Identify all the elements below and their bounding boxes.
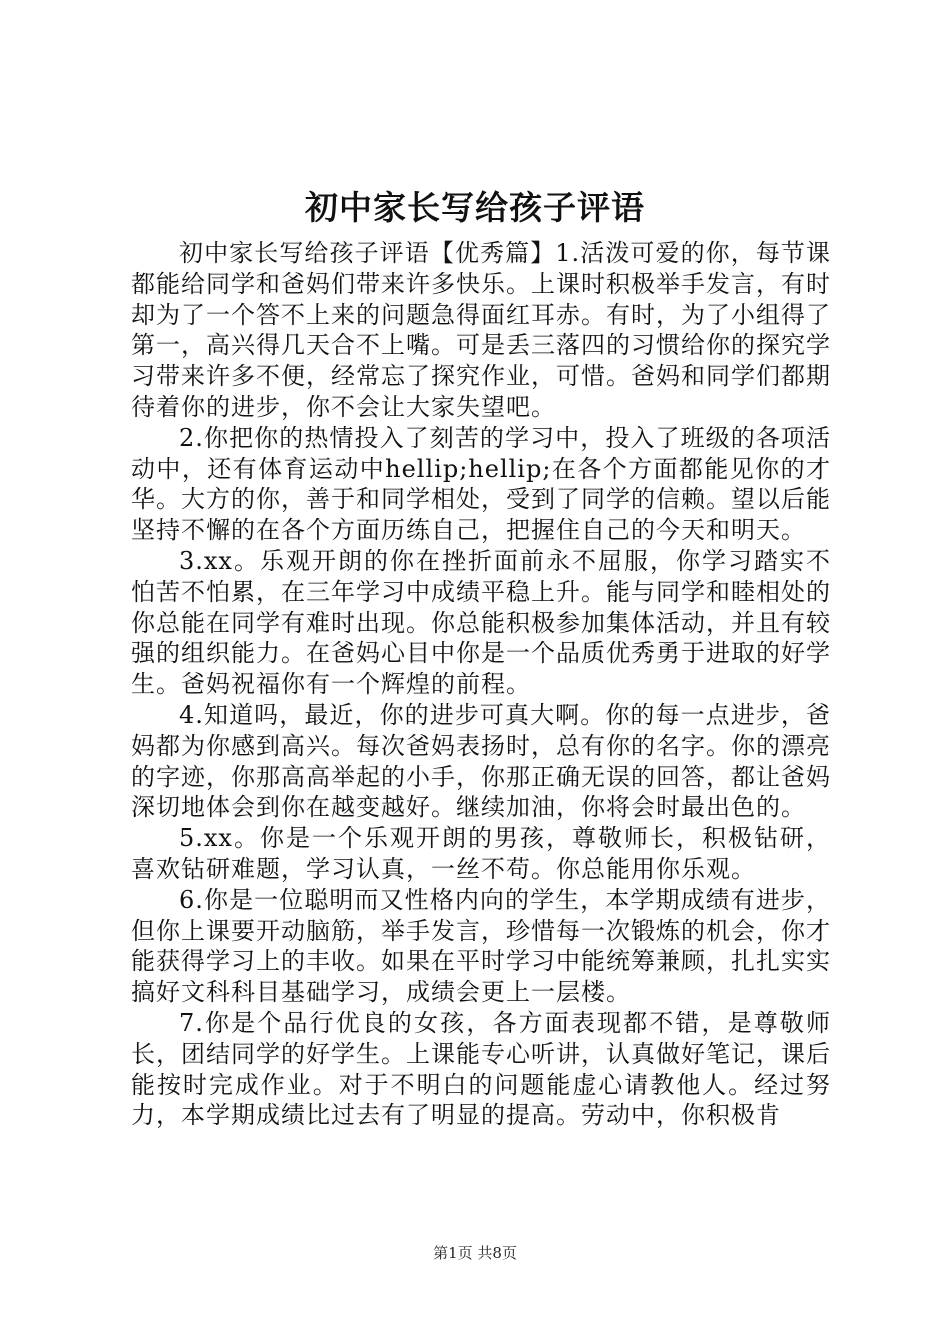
paragraph-2: 2.你把你的热情投入了刻苦的学习中，投入了班级的各项活动中，还有体育运动中hellip;hellip;在各个方面都能见你的才华。大方的你，善于和同学相处，受到了同学的信赖。望以后能坚持不懈的在各个方面历练自己，把握住自己的今天和明天。 [131,423,831,545]
paragraph-3: 3.xx。乐观开朗的你在挫折面前永不屈服，你学习踏实不怕苦不怕累，在三年学习中成绩平稳上升。能与同学和睦相处的你总能在同学有难时出现。你总能积极参加集体活动，并且有较强的组织能力。在爸妈心目中你是一个品质优秀勇于进取的好学生。爸妈祝福你有一个辉煌的前程。 [131,546,831,699]
paragraph-1: 初中家长写给孩子评语【优秀篇】1.活泼可爱的你，每节课都能给同学和爸妈们带来许多快乐。上课时积极举手发言，有时却为了一个答不上来的问题急得面红耳赤。有时，为了小组得了第一，高兴得几天合不上嘴。可是丢三落四的习惯给你的探究学习带来许多不便，经常忘了探究作业，可惜。爸妈和同学们都期待着你的进步，你不会让大家失望吧。 [131,239,831,421]
paragraph-4: 4.知道吗，最近，你的进步可真大啊。你的每一点进步，爸妈都为你感到高兴。每次爸妈表扬时，总有你的名字。你的漂亮的字迹，你那高高举起的小手，你那正确无误的回答，都让爸妈深切地体会到你在越变越好。继续加油，你将会时最出色的。 [131,700,831,822]
document-body [131,238,831,1131]
paragraph-6: 6.你是一位聪明而又性格内向的学生，本学期成绩有进步，但你上课要开动脑筋，举手发言，珍惜每一次锻炼的机会，你才能获得学习上的丰收。如果在平时学习中能统筹兼顾，扎扎实实搞好文科科目基础学习，成绩会更上一层楼。 [131,885,831,1007]
page-footer: 第1页 共8页 [433,1244,517,1262]
document-title: 初中家长写给孩子评语 [305,188,645,227]
paragraph-7: 7.你是个品行优良的女孩，各方面表现都不错，是尊敬师长，团结同学的好学生。上课能专心听讲，认真做好笔记，课后能按时完成作业。对于不明白的问题能虚心请教他人。经过努力，本学期成绩比过去有了明显的提高。劳动中，你积极肯 [131,1008,831,1130]
paragraph-5: 5.xx。你是一个乐观开朗的男孩，尊敬师长，积极钻研，喜欢钻研难题，学习认真，一丝不苟。你总能用你乐观。 [131,824,831,883]
